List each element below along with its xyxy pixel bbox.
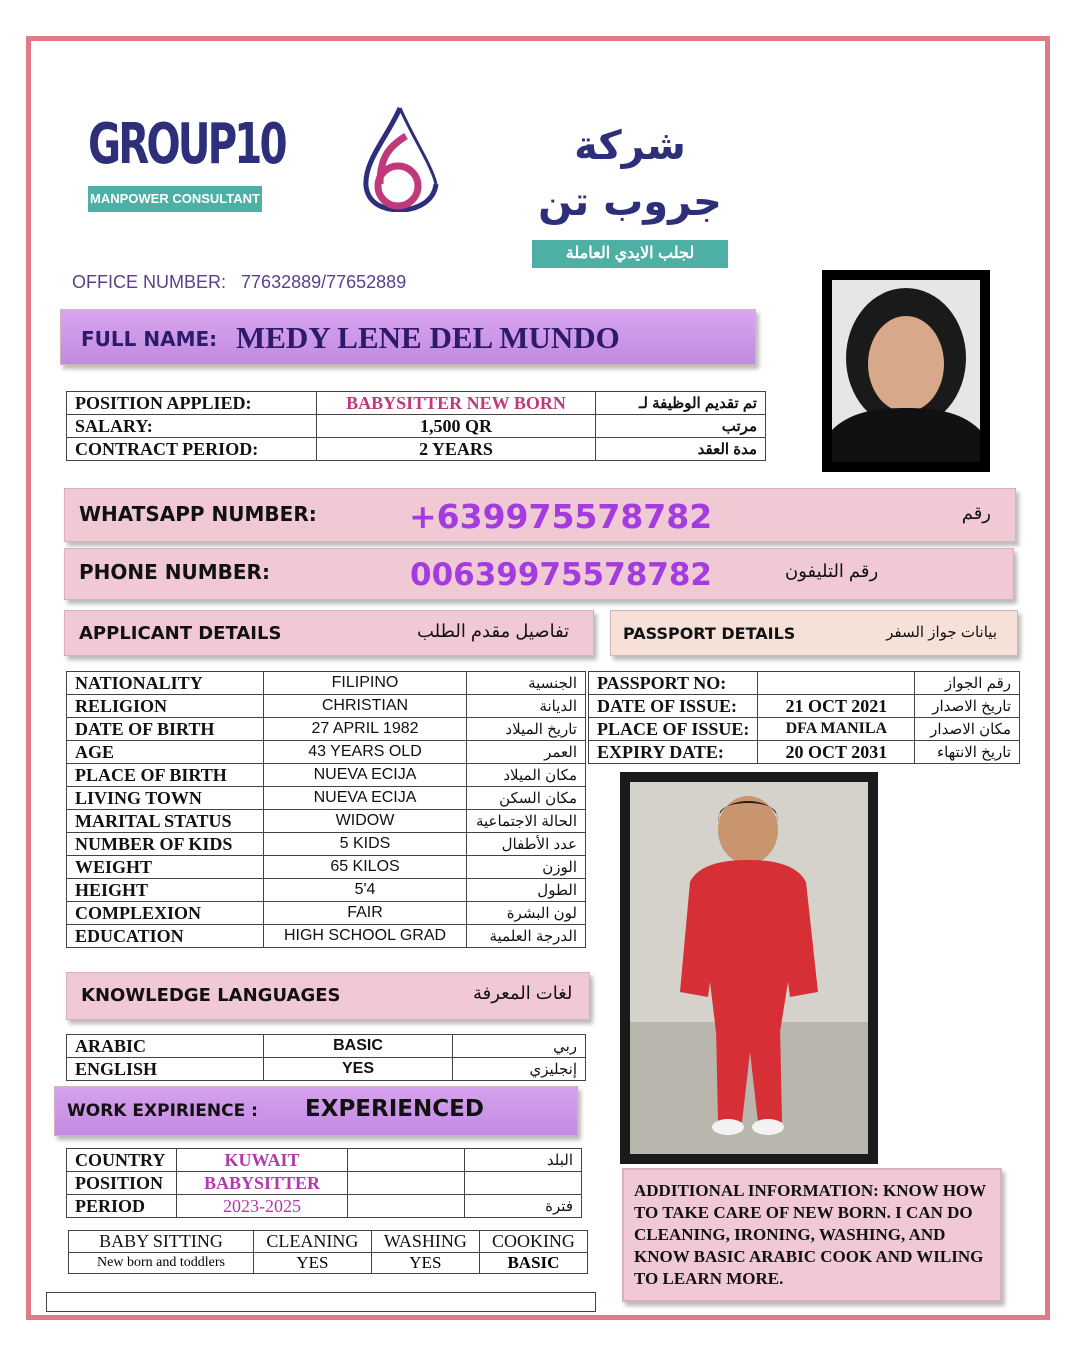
salary-ar: مرتب — [596, 415, 766, 438]
skill-value-washing: YES — [371, 1253, 479, 1274]
skill-value-babysitting: New born and toddlers — [69, 1253, 254, 1274]
whatsapp-value: +639975578782 — [409, 497, 713, 536]
passport-field-label: EXPIRY DATE: — [589, 741, 758, 764]
skill-header-babysitting: BABY SITTING — [69, 1231, 254, 1253]
language-english-value: YES — [264, 1058, 453, 1081]
table-row — [67, 925, 586, 948]
skill-header-washing: WASHING — [371, 1231, 479, 1253]
applicant-field-label: DATE OF BIRTH — [67, 718, 264, 741]
languages-header-label: KNOWLEDGE LANGUAGES — [81, 985, 341, 1006]
passport-field-ar: تاريخ الاصدار — [915, 695, 1020, 718]
work-period-value: 2023-2025 — [177, 1195, 348, 1218]
table-row — [67, 718, 586, 741]
applicant-field-value: NUEVA ECIJA — [264, 764, 467, 787]
drop-logo-icon — [360, 106, 440, 212]
passport-field-label: PASSPORT NO: — [589, 672, 758, 695]
additional-info-box — [622, 1168, 1002, 1302]
group10-logo-sub: MANPOWER CONSULTANT — [88, 186, 262, 212]
table-row — [67, 1195, 582, 1218]
work-experience-bar — [54, 1086, 578, 1136]
skill-value-cooking: BASIC — [479, 1253, 587, 1274]
table-row — [589, 672, 1020, 695]
table-row — [589, 718, 1020, 741]
applicant-header-label: APPLICANT DETAILS — [79, 623, 282, 644]
work-country-ar: البلد — [465, 1149, 582, 1172]
applicant-field-ar: الديانة — [467, 695, 586, 718]
table-row — [67, 787, 586, 810]
passport-field-value — [758, 672, 915, 695]
languages-header — [66, 972, 590, 1020]
table-row — [589, 695, 1020, 718]
full-name-bar — [60, 309, 756, 365]
applicant-field-value: CHRISTIAN — [264, 695, 467, 718]
applicant-field-value: FILIPINO — [264, 672, 467, 695]
phone-bar — [64, 548, 1014, 600]
applicant-field-value: 65 KILOS — [264, 856, 467, 879]
passport-field-value: 20 OCT 2031 — [758, 741, 915, 764]
applicant-field-label: PLACE OF BIRTH — [67, 764, 264, 787]
language-arabic-ar: ربي — [453, 1035, 586, 1058]
applicant-field-label: AGE — [67, 741, 264, 764]
applicant-header-ar: تفاصيل مقدم الطلب — [417, 621, 570, 641]
table-row — [69, 1253, 588, 1274]
applicant-field-label: NATIONALITY — [67, 672, 264, 695]
office-label: OFFICE NUMBER: — [72, 272, 227, 292]
work-position-value: BABYSITTER — [177, 1172, 348, 1195]
work-label: WORK EXPIRIENCE : — [67, 1101, 258, 1121]
passport-header-label: PASSPORT DETAILS — [623, 624, 796, 643]
applicant-field-ar: الجنسية — [467, 672, 586, 695]
language-english-ar: إنجليزي — [453, 1058, 586, 1081]
office-value: 77632889/77652889 — [241, 272, 407, 292]
work-value: EXPERIENCED — [305, 1096, 484, 1122]
language-arabic-label: ARABIC — [67, 1035, 264, 1058]
skill-header-cooking: COOKING — [479, 1231, 587, 1253]
table-row — [67, 833, 586, 856]
position-label: POSITION APPLIED: — [67, 392, 317, 415]
skill-value-cleaning: YES — [254, 1253, 372, 1274]
group10-logo-text: GROUP10 — [88, 112, 285, 177]
work-table — [66, 1148, 582, 1218]
passport-field-ar: مكان الاصدار — [915, 718, 1020, 741]
applicant-field-value: FAIR — [264, 902, 467, 925]
applicant-field-label: NUMBER OF KIDS — [67, 833, 264, 856]
table-row — [67, 1149, 582, 1172]
table-row — [67, 764, 586, 787]
table-row — [69, 1231, 588, 1253]
passport-details-header — [610, 610, 1018, 656]
phone-label: PHONE NUMBER: — [79, 560, 270, 584]
passport-field-value: DFA MANILA — [758, 718, 915, 741]
salary-label: SALARY: — [67, 415, 317, 438]
table-row — [589, 741, 1020, 764]
headshot-photo — [822, 270, 990, 472]
work-country-label: COUNTRY — [67, 1149, 177, 1172]
group10-logo — [88, 112, 285, 216]
applicant-field-ar: تاريخ الميلاد — [467, 718, 586, 741]
empty-box — [46, 1292, 596, 1312]
table-row — [67, 810, 586, 833]
work-period-ar: فترة — [465, 1195, 582, 1218]
contract-label: CONTRACT PERIOD: — [67, 438, 317, 461]
table-row — [67, 1058, 586, 1081]
arabic-logo-sub: لجلب الايدي العاملة — [532, 240, 728, 268]
passport-field-label: PLACE OF ISSUE: — [589, 718, 758, 741]
office-number — [72, 272, 406, 293]
language-english-label: ENGLISH — [67, 1058, 264, 1081]
languages-header-ar: لغات المعرفة — [473, 983, 573, 1003]
table-row — [67, 902, 586, 925]
skill-header-cleaning: CLEANING — [254, 1231, 372, 1253]
applicant-field-label: MARITAL STATUS — [67, 810, 264, 833]
skills-table — [68, 1230, 588, 1274]
applicant-table — [66, 671, 586, 948]
applicant-field-ar: الدرجة العلمية — [467, 925, 586, 948]
applicant-field-value: 5 KIDS — [264, 833, 467, 856]
phone-value: 00639975578782 — [410, 557, 712, 593]
applicant-field-value: WIDOW — [264, 810, 467, 833]
applicant-field-label: EDUCATION — [67, 925, 264, 948]
applicant-field-value: HIGH SCHOOL GRAD — [264, 925, 467, 948]
position-value: BABYSITTER NEW BORN — [317, 392, 596, 415]
arabic-logo-text: شركة جروب تن — [538, 123, 722, 225]
applicant-field-label: LIVING TOWN — [67, 787, 264, 810]
whatsapp-bar — [64, 488, 1016, 542]
work-position-ar — [465, 1172, 582, 1195]
applicant-field-label: WEIGHT — [67, 856, 264, 879]
position-ar: تم تقديم الوظيفة لـ — [596, 392, 766, 415]
applicant-field-ar: مكان السكن — [467, 787, 586, 810]
passport-header-ar: بيانات جواز السفر — [886, 624, 997, 641]
applicant-field-label: HEIGHT — [67, 879, 264, 902]
full-name-value: MEDY LENE DEL MUNDO — [236, 320, 620, 355]
whatsapp-label: WHATSAPP NUMBER: — [79, 502, 317, 526]
table-row — [67, 1172, 582, 1195]
applicant-field-value: 43 YEARS OLD — [264, 741, 467, 764]
phone-ar: رقم التليفون — [785, 561, 879, 581]
passport-field-ar: رقم الجواز — [915, 672, 1020, 695]
table-row — [67, 856, 586, 879]
position-table — [66, 391, 766, 461]
table-row — [67, 741, 586, 764]
table-row — [67, 415, 766, 438]
applicant-field-ar: الحالة الاجتماعية — [467, 810, 586, 833]
language-arabic-value: BASIC — [264, 1035, 453, 1058]
passport-field-value: 21 OCT 2021 — [758, 695, 915, 718]
applicant-field-label: RELIGION — [67, 695, 264, 718]
passport-field-label: DATE OF ISSUE: — [589, 695, 758, 718]
applicant-field-value: 5'4 — [264, 879, 467, 902]
salary-value: 1,500 QR — [317, 415, 596, 438]
table-row — [67, 879, 586, 902]
applicant-field-value: NUEVA ECIJA — [264, 787, 467, 810]
work-position-label: POSITION — [67, 1172, 177, 1195]
table-row — [67, 672, 586, 695]
arabic-logo — [532, 118, 728, 262]
table-row — [67, 1035, 586, 1058]
additional-info-text: ADDITIONAL INFORMATION: KNOW HOW TO TAKE CARE OF NEW BORN. I CAN DO CLEANING, IRONING, WASHING, AND KNOW BASIC ARABIC COOK AND WILING TO LEARN MORE. — [634, 1181, 986, 1288]
applicant-field-ar: العمر — [467, 741, 586, 764]
languages-table — [66, 1034, 586, 1081]
applicant-field-label: COMPLEXION — [67, 902, 264, 925]
applicant-field-ar: عدد الأطفال — [467, 833, 586, 856]
applicant-field-ar: لون البشرة — [467, 902, 586, 925]
full-body-photo — [620, 772, 878, 1164]
applicant-details-header — [64, 610, 594, 656]
contract-ar: مدة العقد — [596, 438, 766, 461]
applicant-field-ar: الوزن — [467, 856, 586, 879]
whatsapp-ar: رقم — [961, 503, 991, 523]
full-name-label: FULL NAME: — [81, 327, 218, 351]
work-period-label: PERIOD — [67, 1195, 177, 1218]
applicant-field-ar: مكان الميلاد — [467, 764, 586, 787]
applicant-field-ar: الطول — [467, 879, 586, 902]
passport-table — [588, 671, 1020, 764]
passport-field-ar: تاريخ الانتهاء — [915, 741, 1020, 764]
work-country-value: KUWAIT — [177, 1149, 348, 1172]
table-row — [67, 438, 766, 461]
applicant-field-value: 27 APRIL 1982 — [264, 718, 467, 741]
table-row — [67, 695, 586, 718]
contract-value: 2 YEARS — [317, 438, 596, 461]
table-row — [67, 392, 766, 415]
